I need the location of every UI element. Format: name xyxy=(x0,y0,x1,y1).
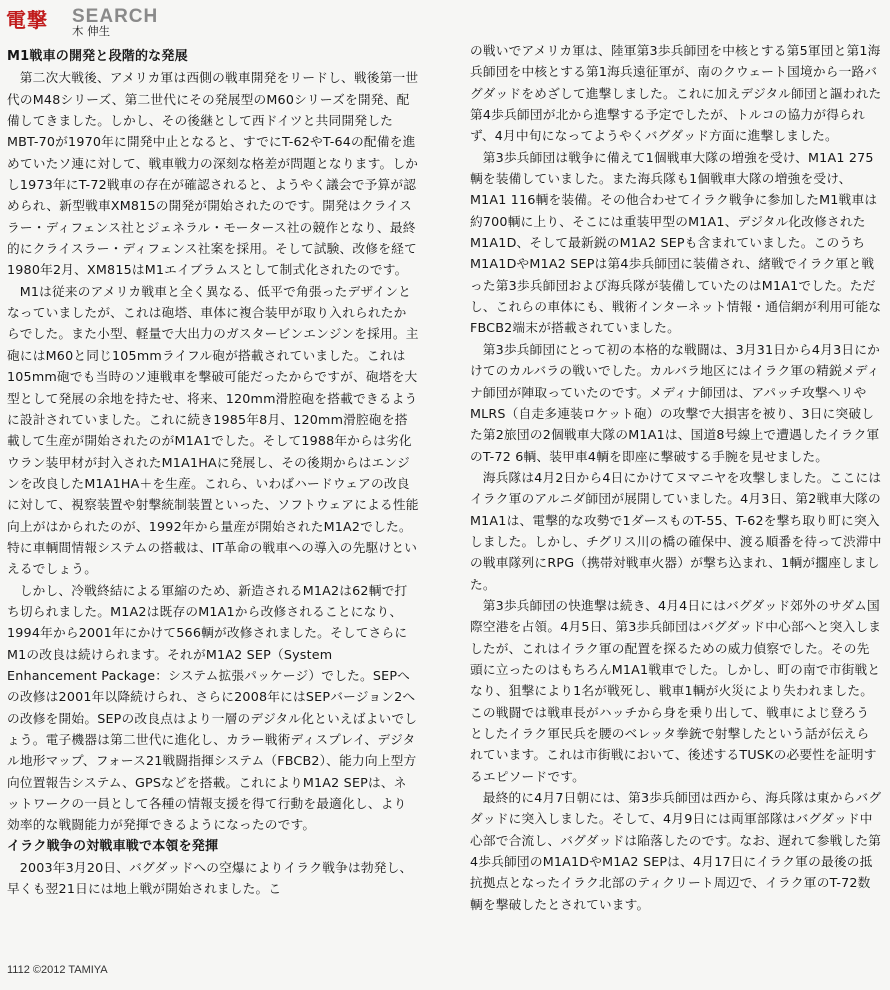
section-heading: イラク戦争の対戦車戦で本領を発揮 xyxy=(7,838,219,854)
paragraph: M1は従来のアメリカ戦車と全く異なる、低平で角張ったデザインとなっていましたが、これは砲塔、車体に複合装甲が取り入れられたからでした。また小型、軽量で大出力のガスタービンエンジンを採用。主砲にはM60と同じ105mmライフル砲が搭載されていました。これは105mm砲でも当時のソ連戦車を撃破可能だったからですが、砲塔を大型として発展の余地を持たせ、将来、120mm滑腔砲を搭載できるように設計されていました。これに続き1985年8月、120mm滑腔砲を搭載して生産が開始されたのがM1A1でした。そして1988年からは劣化ウラン装甲材が封入されたM1A1HAに発展し、その後期からはエンジンを改良したM1A1HA＋を生産。これら、いわばハードウェアの改良に対して、視察装置や射撃統制装置といった、ソフトウェアによる性能向上がはかられたのが、1992年から量産が開始されたM1A2でした。特に車輌間情報システムの搭載は、IT革命の戦車への導入の先駆けといえるでしょう。 xyxy=(7,283,419,577)
paragraph: しかし、冷戦終結による軍縮のため、新造されるM1A2は62輌で打ち切られました。M1A2は既存のM1A1から改修されることになり、1994年から2001年にかけて566輌が改修されました。そしてさらにM1の改良は続けられます。それがM1A2 SEP（System Enhancement Package：システム拡張パッケージ）でした。SEPへの改修は2001年以降続けられ、さらに2008年にはSEPバージョン2への改修を開始。SEPの改良点はより一層のデジタル化といえばよいでしょう。電子機器は第二世代に進化し、カラー戦術ディスプレイ、デジタル地形マップ、フォース21戦闘指揮システム（FBCB2）、能力向上型方向位置報告システム、GPSなどを搭載。これによりM1A2 SEPは、ネットワークの一員として各種の情報支援を得て行動を最適化し、より効率的な戦闘能力が発揮できるようになったのです。 xyxy=(7,582,418,833)
section-heading: M1戦車の開発と段階的な発展 xyxy=(7,49,188,64)
paragraph: の戦いでアメリカ軍は、陸軍第3歩兵師団を中核とする第5軍団と第1海兵師団を中核とする第1海兵遠征軍が、南のクウェート国境から一路バグダッドをめざして進撃しました。これに加えデジタル師団と謳われた第4歩兵師団が北から進撃する予定でしたが、トルコの協力が得られず、4月中旬になってようやくバグダッド方面に進撃しました。 xyxy=(470,43,882,144)
paragraph: 最終的に4月7日朝には、第3歩兵師団は西から、海兵隊は東からバグダッドに突入しました。そして、4月9日には両軍部隊はバグダッド中心部で合流し、バグダッドは陥落したのです。なお、遅れて参戦した第4歩兵師団のM1A1DやM1A2 SEPは、4月17日にイラク軍の最後の抵抗拠点となったイラク北部のティクリート周辺で、イラク軍のT-72数輌を撃破したとされています。 xyxy=(470,790,882,912)
page-footer: 1112 ©2012 TAMIYA xyxy=(7,964,108,976)
paragraph: 第3歩兵師団は戦争に備えて1個戦車大隊の増強を受け、M1A1 275輌を装備していました。また海兵隊も1個戦車大隊の増強を受け、M1A1 116輌を装備。その他合わせてイラク戦争に参加したM1戦車は約700輌に上り、そこには重装甲型のM1A1、デジタル化改修されたM1A1D、そして最新鋭のM1A2 SEPも含まれていました。このうちM1A1DやM1A2 SEPは第4歩兵師団に装備され、緒戦でイラク軍と戦った第3歩兵師団および海兵隊が装備していたのはM1A1でした。ただし、これらの車体にも、戦術インターネット情報・通信網が利用可能なFBCB2端末が搭載されていました。 xyxy=(470,149,882,336)
paragraph: 第二次大戦後、アメリカ軍は西側の戦車開発をリードし、戦後第一世代のM48シリーズ、第二世代にその発展型のM60シリーズを開発、配備してきました。しかし、その後継として西ドイツと共同開発したMBT-70が1970年に開発中止となると、すでにT-62やT-64の配備を進めていたソ連に対して、戦車戦力の深刻な格差が問題となります。しかし1973年にT-72戦車の存在が確認されると、ようやく議会で予算が認められ、新型戦車XM815の開発が開始されたのです。開発はクライスラー・ディフェンス社とジェネラル・モータース社の競作となり、最終的にクライスラー・ディフェンス社案を採用。そして試験、改修を経て1980年2月、XM815はM1エイブラムスとして制式化されたのです。 xyxy=(7,70,419,278)
left-column xyxy=(7,46,419,900)
author-credit: 木 伸生 xyxy=(72,24,111,38)
right-column xyxy=(470,40,882,915)
paragraph: 第3歩兵師団の快進撃は続き、4月4日にはバグダッド郊外のサダム国際空港を占領。4月5日、第3歩兵師団はバグダッド中心部へと突入しましたが、これはイラク軍の配置を探るための威力偵察でした。その先頭に立ったのはもちろんM1A1戦車でした。しかし、町の南で市街戦となり、狙撃により1名が戦死し、戦車1輌が火災により失われました。この戦闘では戦車長がハッチから身を乗り出して、戦車によじ登ろうとしたイラク軍民兵を腰のベレッタ拳銃で射撃したという話が伝えられています。これは市街戦において、後述するTUSKの必要性を証明するエピソードです。 xyxy=(470,597,882,784)
paragraph: 第3歩兵師団にとって初の本格的な戦闘は、3月31日から4月3日にかけてのカルバラの戦いでした。カルバラ地区にはイラク軍の精鋭メディナ師団が陣取っていたのです。メディナ師団は、アパッチ攻撃ヘリやMLRS（自走多連装ロケット砲）の攻撃で大損害を被り、3日に突破した第2旅団の2個戦車大隊のM1A1は、国道8号線上で遭遇したイラク軍のT-72 6輌、装甲車4輌を即座に撃破する手腕を見せました。 xyxy=(470,341,881,464)
watermark-logo: 電撃 xyxy=(6,8,48,32)
watermark-text: SEARCH xyxy=(72,6,159,27)
paragraph: 2003年3月20日、バグダッドへの空爆によりイラク戦争は勃発し、早くも翌21日には地上戦が開始されました。こ xyxy=(7,860,413,897)
paragraph: 海兵隊は4月2日から4日にかけてヌマニヤを攻撃しました。ここにはイラク軍のアルニダ師団が展開していました。4月3日、第2戦車大隊のM1A1は、電撃的な攻勢で1ダースものT-55、T-62を撃ち取り町に突入しました。しかし、チグリス川の橋の確保中、渡る順番を待って渋滞中の戦車隊列にRPG（携帯対戦車火器）が撃ち込まれ、1輌が擱座しました。 xyxy=(470,469,882,592)
page-header xyxy=(6,4,306,38)
